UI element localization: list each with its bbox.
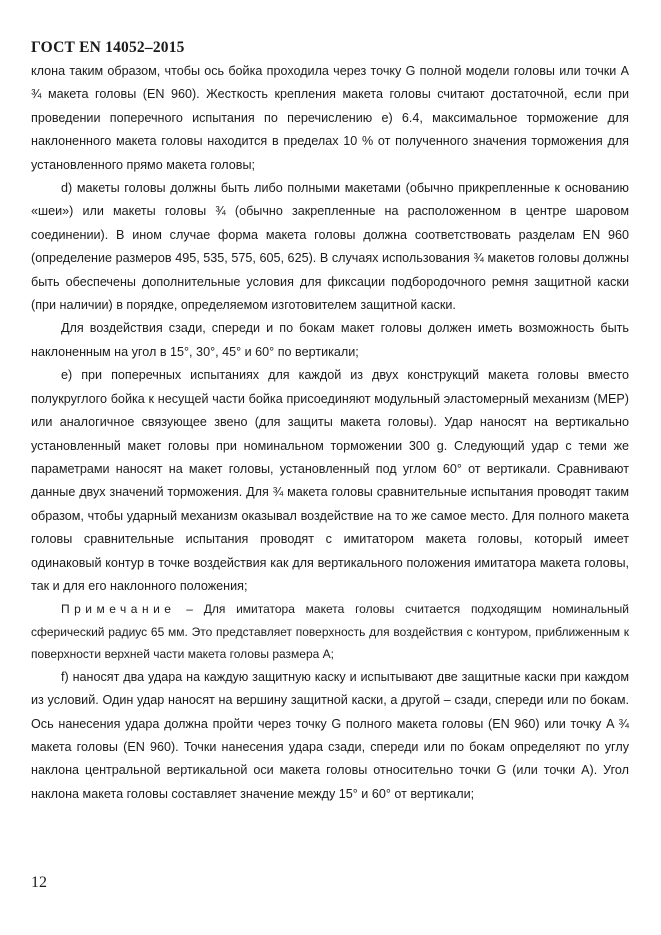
document-body	[31, 60, 629, 806]
paragraph-item-e: е) при поперечных испытаниях для каждой из двух конструкций макета головы вместо полукруглого бойка к несущей части бойка присоединяют модульный эластомерный механизм (МЕР) или аналогичное связующее звено (для защиты макета головы). Удар наносят на вертикально установленный макет головы при номинальном торможении 300 g. Следующий удар с теми же параметрами наносят на макет головы, установленный под углом 60° от вертикали. Сравнивают данные двух значений торможения. Для ¾ макета головы сравнительные испытания проводят таким образом, чтобы ударный механизм оказывал воздействие на то же самое место. Для полного макета головы сравнительные испытания проводят с имитатором макета головы, который имеет одинаковый контур в точке воздействия как для вертикального положения имитатора макета головы, так и для его наклонного положения;	[31, 368, 629, 593]
paragraph-item-d: d) макеты головы должны быть либо полными макетами (обычно прикрепленные к основанию «шеи») или макеты головы ¾ (обычно закрепленные на расположенном в центре шаровом соединении). В ином случае форма макета головы должна соответствовать разделам EN 960 (определение размеров 495, 535, 575, 605, 625). В случаях использования ¾ макетов головы должны быть обеспечены дополнительные условия для фиксации подбородочного ремня защитной каски (при наличии) в порядке, определяемом изготовителем защитной каски.	[31, 181, 629, 313]
paragraph-tilt-angles: Для воздействия сзади, спереди и по бокам макет головы должен иметь возможность быть наклоненным на угол в 15°, 30°, 45° и 60° по вертикали;	[31, 321, 629, 359]
note-paragraph	[31, 598, 629, 666]
paragraph-continuation: клона таким образом, чтобы ось бойка проходила через точку G полной модели головы или точки A ¾ макета головы (EN 960). Жесткость крепления макета головы считают достаточной, если при проведении поперечного испытания по перечислению е) 6.4, максимальное торможение для наклоненного макета головы находится в пределах 10 % от полученного значения торможения для установленного прямо макета головы;	[31, 64, 629, 172]
note-text: – Для имитатора макета головы считается подходящим номинальный сферический радиус 65 мм. Это представляет поверхность для воздействия с контуром, приближенным к поверхности верхней части макета головы размера А;	[31, 602, 629, 662]
paragraph-item-f: f) наносят два удара на каждую защитную каску и испытывают две защитные каски при каждом из условий. Один удар наносят на вершину защитной каски, а другой – сзади, спереди или по бокам. Ось нанесения удара должна пройти через точку G полного макета головы (EN 960) или точку A ¾ макета головы (EN 960). Точки нанесения удара сзади, спереди или по бокам определяют по углу наклона центральной вертикальной оси макета головы относительно точки G (или точки A). Угол наклона макета головы составляет значение между 15° и 60° от вертикали;	[31, 669, 629, 801]
note-label: Примечание	[61, 602, 176, 617]
page-number: 12	[31, 874, 47, 891]
document-header: ГОСТ EN 14052–2015	[31, 39, 185, 56]
